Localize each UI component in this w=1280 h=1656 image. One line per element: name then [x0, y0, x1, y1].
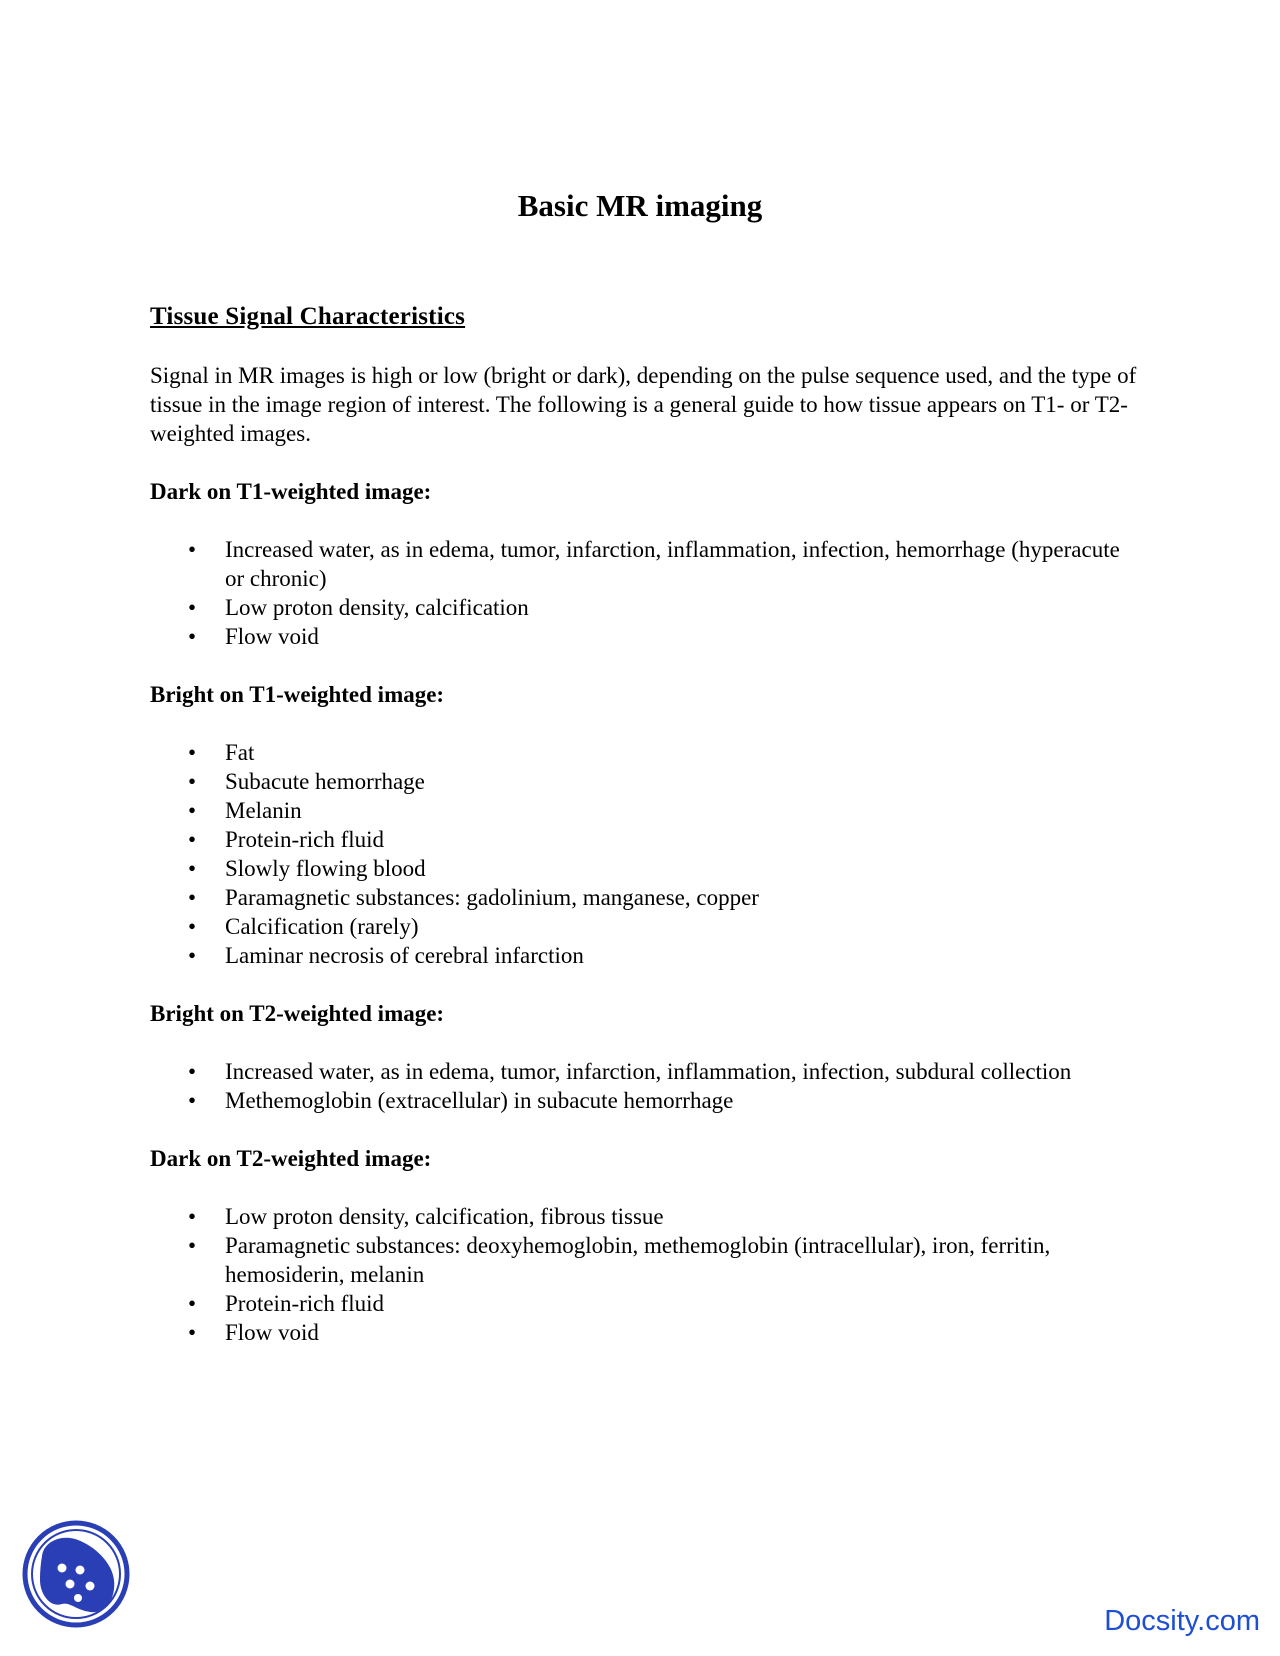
docsity-brand-link[interactable]: Docsity.com	[1104, 1605, 1260, 1637]
docsity-logo-graphic	[20, 1518, 132, 1630]
list-item: • Flow void	[150, 622, 1140, 651]
list-item: • Calcification (rarely)	[150, 912, 1140, 941]
list-item: • Methemoglobin (extracellular) in subacute hemorrhage	[150, 1086, 1140, 1115]
list-item: • Slowly flowing blood	[150, 854, 1140, 883]
list-item: • Laminar necrosis of cerebral infarction	[150, 941, 1140, 970]
group-heading-bright-t2: Bright on T2-weighted image:	[150, 1001, 445, 1026]
list-item: • Low proton density, calcification	[150, 593, 1140, 622]
list-dark-t1	[150, 535, 1140, 651]
intro-paragraph: Signal in MR images is high or low (bright or dark), depending on the pulse sequence used, and the type of tissue in the image region of interest. The following is a general guide to how tissue appears on T1- or T2- weighted images.	[150, 363, 1137, 446]
list-item: • Protein-rich fluid	[150, 825, 1140, 854]
list-bright-t1	[150, 738, 1140, 970]
list-dark-t2	[150, 1202, 1140, 1347]
document-title: Basic MR imaging	[517, 188, 763, 223]
document-body	[150, 302, 1140, 1376]
list-item: • Protein-rich fluid	[150, 1289, 1140, 1318]
docsity-logo-icon[interactable]	[20, 1518, 132, 1630]
section-heading: Tissue Signal Characteristics	[150, 303, 466, 330]
list-item: • Low proton density, calcification, fibrous tissue	[150, 1202, 1140, 1231]
list-item: • Fat	[150, 738, 1140, 767]
list-bright-t2	[150, 1057, 1140, 1115]
list-item: • Melanin	[150, 796, 1140, 825]
group-heading-dark-t1: Dark on T1-weighted image:	[150, 479, 432, 504]
list-item: • Paramagnetic substances: gadolinium, manganese, copper	[150, 883, 1140, 912]
group-heading-dark-t2: Dark on T2-weighted image:	[150, 1146, 432, 1171]
list-item: • Increased water, as in edema, tumor, infarction, inflammation, infection, hemorrhage (hyperacute or chronic)	[150, 535, 1140, 593]
list-item: • Paramagnetic substances: deoxyhemoglobin, methemoglobin (intracellular), iron, ferritin, hemosiderin, melanin	[150, 1231, 1140, 1289]
list-item: • Flow void	[150, 1318, 1140, 1347]
group-heading-bright-t1: Bright on T1-weighted image:	[150, 682, 445, 707]
list-item: • Increased water, as in edema, tumor, infarction, inflammation, infection, subdural collection	[150, 1057, 1140, 1086]
list-item: • Subacute hemorrhage	[150, 767, 1140, 796]
